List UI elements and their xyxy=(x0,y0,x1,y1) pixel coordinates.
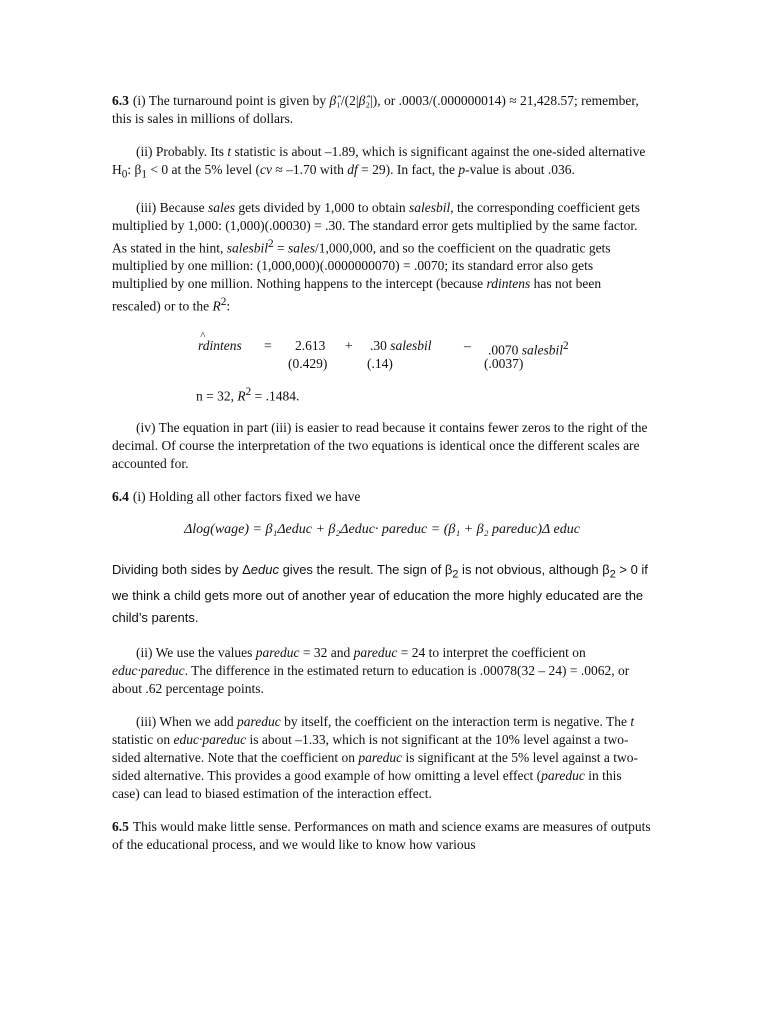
problem-6-4-part-iii: (iii) When we add pareduc by itself, the coefficient on the interaction term is negative. The t statistic on educ·pareduc is about –1.33, which is not significant at the 10% level against a two-sided alternative. Note that the coefficient on pareduc is significant at the 5% level against a two-sided alternative. This provides a good example of how omitting a level effect (pareduc in this case) can lead to biased estimation of the interaction effect. xyxy=(112,714,638,802)
problem-6-4-result: Dividing both sides by Δeduc gives the result. The sign of $\beta_2$ is not obvious, although $\beta_2 > 0$ if we think a child gets more out of another year of education the more highly educated are the child’s parents. xyxy=(112,561,648,626)
problem-6-3-part-i: 6.3 (i) The turnaround point is given by β̂₁/(2|β̂₂|), or .0003/(.000000014) ≈ 21,428.57; remember, this is sales in millions of dollars. xyxy=(112,93,639,126)
problem-6-3-part-iv: (iv) The equation in part (iii) is easier to read because it contains fewer zeros to the right of the decimal. Of course the interpretation of the two equations is identical once the different scales are accounted for. xyxy=(112,419,648,471)
problem-number: 6.5 xyxy=(112,819,129,835)
dependent-variable: ^ rdintens xyxy=(198,337,242,355)
equation-stats: n = 32, $R^2 = .1484$. xyxy=(196,385,300,404)
problem-number: 6.3 xyxy=(112,93,129,108)
equation-line xyxy=(198,337,242,355)
estimated-equation: ^ rdintens = 2.613 + .30 salesbil – .0070 salesbil$^2$ (0.429) (.14) (.0037) n = 32, $R^2 = .1484$. xyxy=(112,331,652,405)
problem-number: 6.4 xyxy=(112,488,129,504)
coef-salesbil: .30 salesbil xyxy=(370,337,432,353)
problem-6-5: 6.5 This would make little sense. Performances on math and science exams are measures of outputs of the educational process, and we would like to know how various xyxy=(112,819,651,853)
se-intercept: (0.429) xyxy=(288,355,328,371)
se-salesbil-squared: (.0037) xyxy=(484,355,524,371)
problem-6-3-part-ii: (ii) Probably. Its t statistic is about –1.89, which is significant against the one-sided alternative $H_0$: $\beta_1 < 0$ at the 5% level (cv ≈ –1.70 with df = 29). In fact, the p-value is about .036. xyxy=(112,144,646,181)
intercept: 2.613 xyxy=(295,337,326,353)
coef-salesbil-squared: .0070 salesbil$^2$ xyxy=(488,339,569,358)
se-salesbil: (.14) xyxy=(367,355,393,371)
problem-6-3-part-iii: (iii) Because sales gets divided by 1,000 to obtain salesbil, the corresponding coefficient gets multiplied by 1,000: (1,000)(.00030) = .30. The standard error gets multiplied by the same factor. As stated in the hint, salesbil$^2$ = sales/1,000,000, and so the coefficient on the quadratic gets multiplied by one million: (1,000,000)(.0000000070) = .0070; its standard error also gets multiplied by one million. Nothing happens to the intercept (because rdintens has not been rescaled) or to the $R^2$: xyxy=(112,199,641,314)
document-page xyxy=(112,92,652,869)
problem-6-4-part-i: 6.4 (i) Holding all other factors fixed we have xyxy=(112,488,361,504)
derivative-equation: Δlog(wage) = β₁Δeduc + β₂Δeduc· pareduc = (β₁ + β₂ pareduc)Δ educ xyxy=(184,521,580,537)
problem-6-4-part-ii: (ii) We use the values pareduc = 32 and pareduc = 24 to interpret the coefficient on educ·pareduc. The difference in the estimated return to education is .00078(32 – 24) = .0062, or about .62 percentage points. xyxy=(112,645,630,697)
